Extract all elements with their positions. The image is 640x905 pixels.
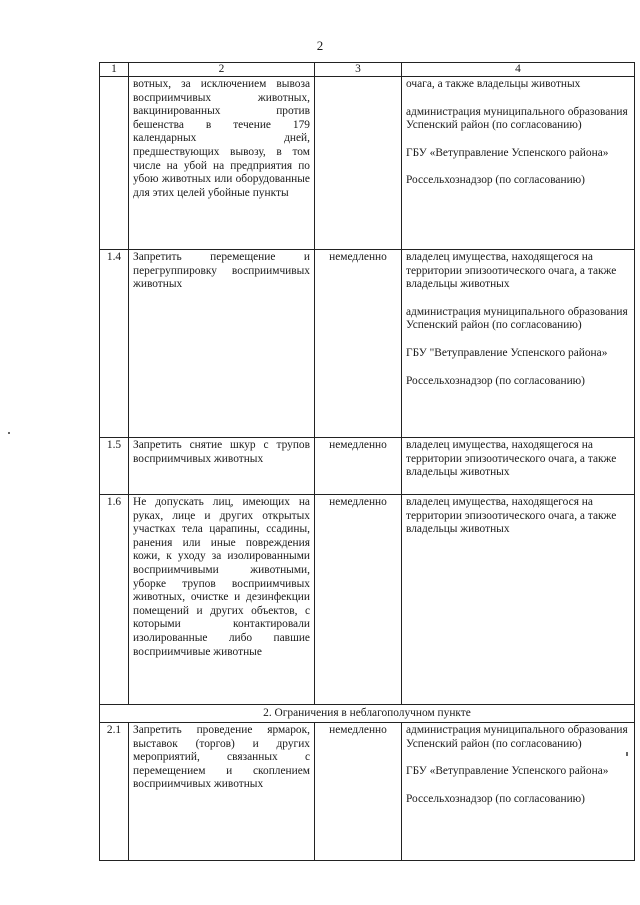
row-number: 1.4 — [100, 250, 129, 438]
responsible-cell — [402, 250, 635, 438]
responsible-text: администрация муниципального образования Успенский район (по согласованию) — [406, 305, 628, 332]
responsible-text: Россельхознадзор (по согласованию) — [406, 174, 585, 187]
measure-text: Запретить снятие шкур с трупов восприимчивых животных — [129, 438, 315, 495]
responsible-text: ГБУ «Ветуправление Успенского района» — [406, 146, 609, 159]
responsible-text: ГБУ "Ветуправление Успенского района» — [406, 346, 608, 359]
term-text: немедленно — [315, 495, 402, 705]
row-number: 1.5 — [100, 438, 129, 495]
responsible-text: владелец имущества, находящегося на территории эпизоотического очага, а также владельцы животных — [406, 496, 617, 536]
responsible-cell — [402, 723, 635, 861]
scan-speck — [8, 432, 10, 434]
table-row — [100, 250, 635, 438]
term-text: немедленно — [315, 250, 402, 438]
responsible-text: владелец имущества, находящегося на территории эпизоотического очага, а также владельцы животных — [406, 439, 617, 479]
responsible-text: ГБУ «Ветуправление Успенского района» — [406, 765, 609, 778]
measure-text: Запретить проведение ярмарок, выставок (торгов) и других мероприятий, связанных с перемещением и скоплением восприимчивых животных — [129, 723, 315, 861]
responsible-text: администрация муниципального образования Успенский район (по согласованию) — [406, 105, 628, 132]
table-header-row — [100, 63, 635, 77]
header-cell: 1 — [100, 63, 129, 77]
measure-text: Не допускать лиц, имеющих на руках, лице и других открытых участках тела царапины, ссадины, ранения или иные повреждения кожи, к уходу за изолированными восприимчивыми животными, уборке трупов восприимчивых животных, очистке и дезинфекции помещений и других объектов, с которыми контактировали изолированные либо павшие восприимчивые животные — [129, 495, 315, 705]
responsible-text: администрация муниципального образования Успенский район (по согласованию) — [406, 724, 628, 750]
responsible-text: Россельхознадзор (по согласованию) — [406, 374, 585, 387]
table-row — [100, 438, 635, 495]
section-row — [100, 705, 635, 723]
responsible-text: очага, а также владельцы животных — [406, 78, 581, 90]
scan-speck — [626, 752, 628, 756]
row-number: 2.1 — [100, 723, 129, 861]
responsible-cell — [402, 495, 635, 705]
page-number: 2 — [316, 38, 324, 53]
term-text: немедленно — [315, 438, 402, 495]
responsible-cell — [402, 77, 635, 250]
measures-table — [99, 62, 635, 861]
term-text: немедленно — [315, 723, 402, 861]
term-text — [315, 77, 402, 250]
responsible-text: Россельхознадзор (по согласованию) — [406, 792, 585, 805]
table-row — [100, 723, 635, 861]
row-number: 1.6 — [100, 495, 129, 705]
section-title: 2. Ограничения в неблагополучном пункте — [100, 705, 635, 723]
table-row — [100, 77, 635, 250]
header-cell: 2 — [129, 63, 315, 77]
responsible-text: владелец имущества, находящегося на территории эпизоотического очага, а также владельцы животных — [406, 251, 617, 291]
table-row — [100, 495, 635, 705]
row-number — [100, 77, 129, 250]
measure-text: вотных, за исключением вывоза восприимчивых животных, вакцинированных против бешенства в течение 179 календарных дней, предшествующих вывозу, в том числе на убой на предприятия по убою животных или оборудованные для этих целей убойные пункты — [129, 77, 315, 250]
responsible-cell — [402, 438, 635, 495]
measure-text: Запретить перемещение и перегруппировку восприимчивых животных — [129, 250, 315, 438]
header-cell: 3 — [315, 63, 402, 77]
header-cell: 4 — [402, 63, 635, 77]
